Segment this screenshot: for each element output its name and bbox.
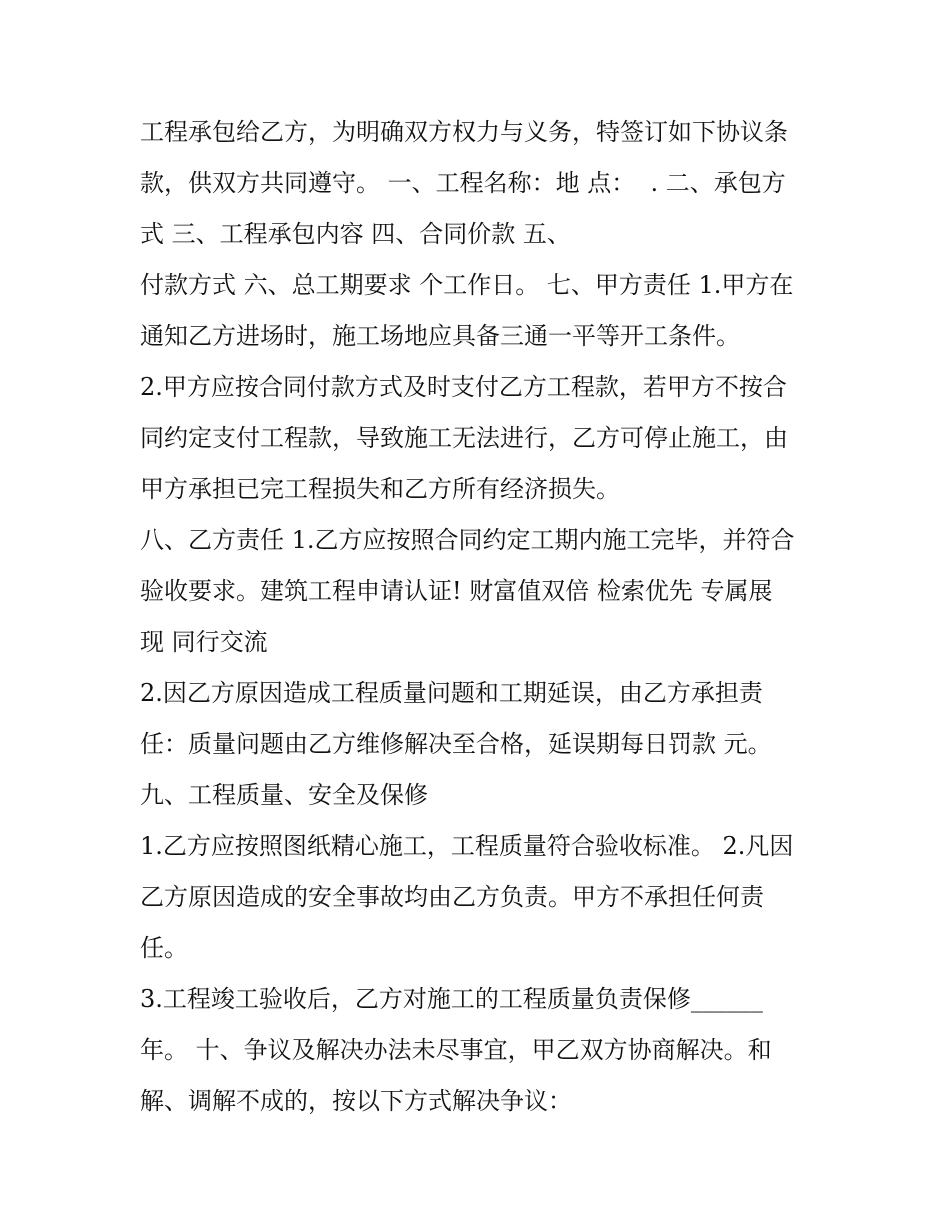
- text-line: 甲方承担已完工程损失和乙方所有经济损失。: [140, 475, 620, 503]
- text-line: 通知乙方进场时，施工场地应具备三通一平等开工条件。: [140, 322, 740, 350]
- text-line: 乙方原因造成的安全事故均由乙方负责。甲方不承担任何责: [140, 883, 764, 911]
- text-line: 3.工程竣工验收后，乙方对施工的工程质量负责保修______: [140, 985, 763, 1013]
- text-line: 2.因乙方原因造成工程质量问题和工期延误，由乙方承担责: [140, 679, 763, 707]
- text-line: 任。: [140, 934, 188, 962]
- text-line: 1.乙方应按照图纸精心施工，工程质量符合验收标准。 2.凡因: [140, 832, 794, 860]
- text-line: 现 同行交流: [140, 628, 268, 656]
- contract-body-text: [140, 107, 830, 1127]
- text-line: 同约定支付工程款，导致施工无法进行，乙方可停止施工，由: [140, 424, 788, 452]
- text-line: 式 三、工程承包内容 四、合同价款 五、: [140, 220, 571, 248]
- text-line: 九、工程质量、安全及保修: [140, 781, 428, 809]
- text-line: 付款方式 六、总工期要求 个工作日。 七、甲方责任 1.甲方在: [140, 271, 794, 299]
- text-line: 八、乙方责任 1.乙方应按照合同约定工期内施工完毕，并符合: [140, 526, 795, 554]
- text-line: 2.甲方应按合同付款方式及时支付乙方工程款，若甲方不按合: [140, 373, 787, 401]
- text-line: 解、调解不成的，按以下方式解决争议：: [140, 1087, 572, 1115]
- text-line: 款，供双方共同遵守。 一、工程名称：地 点： . 二、承包方: [140, 169, 786, 197]
- text-line: 年。 十、争议及解决办法未尽事宜，甲乙双方协商解决。和: [140, 1036, 772, 1064]
- text-line: 工程承包给乙方，为明确双方权力与义务，特签订如下协议条: [140, 118, 788, 146]
- text-line: 验收要求。建筑工程申请认证! 财富值双倍 检索优先 专属展: [140, 577, 773, 605]
- text-line: 任：质量问题由乙方维修解决至合格，延误期每日罚款 元。: [140, 730, 772, 758]
